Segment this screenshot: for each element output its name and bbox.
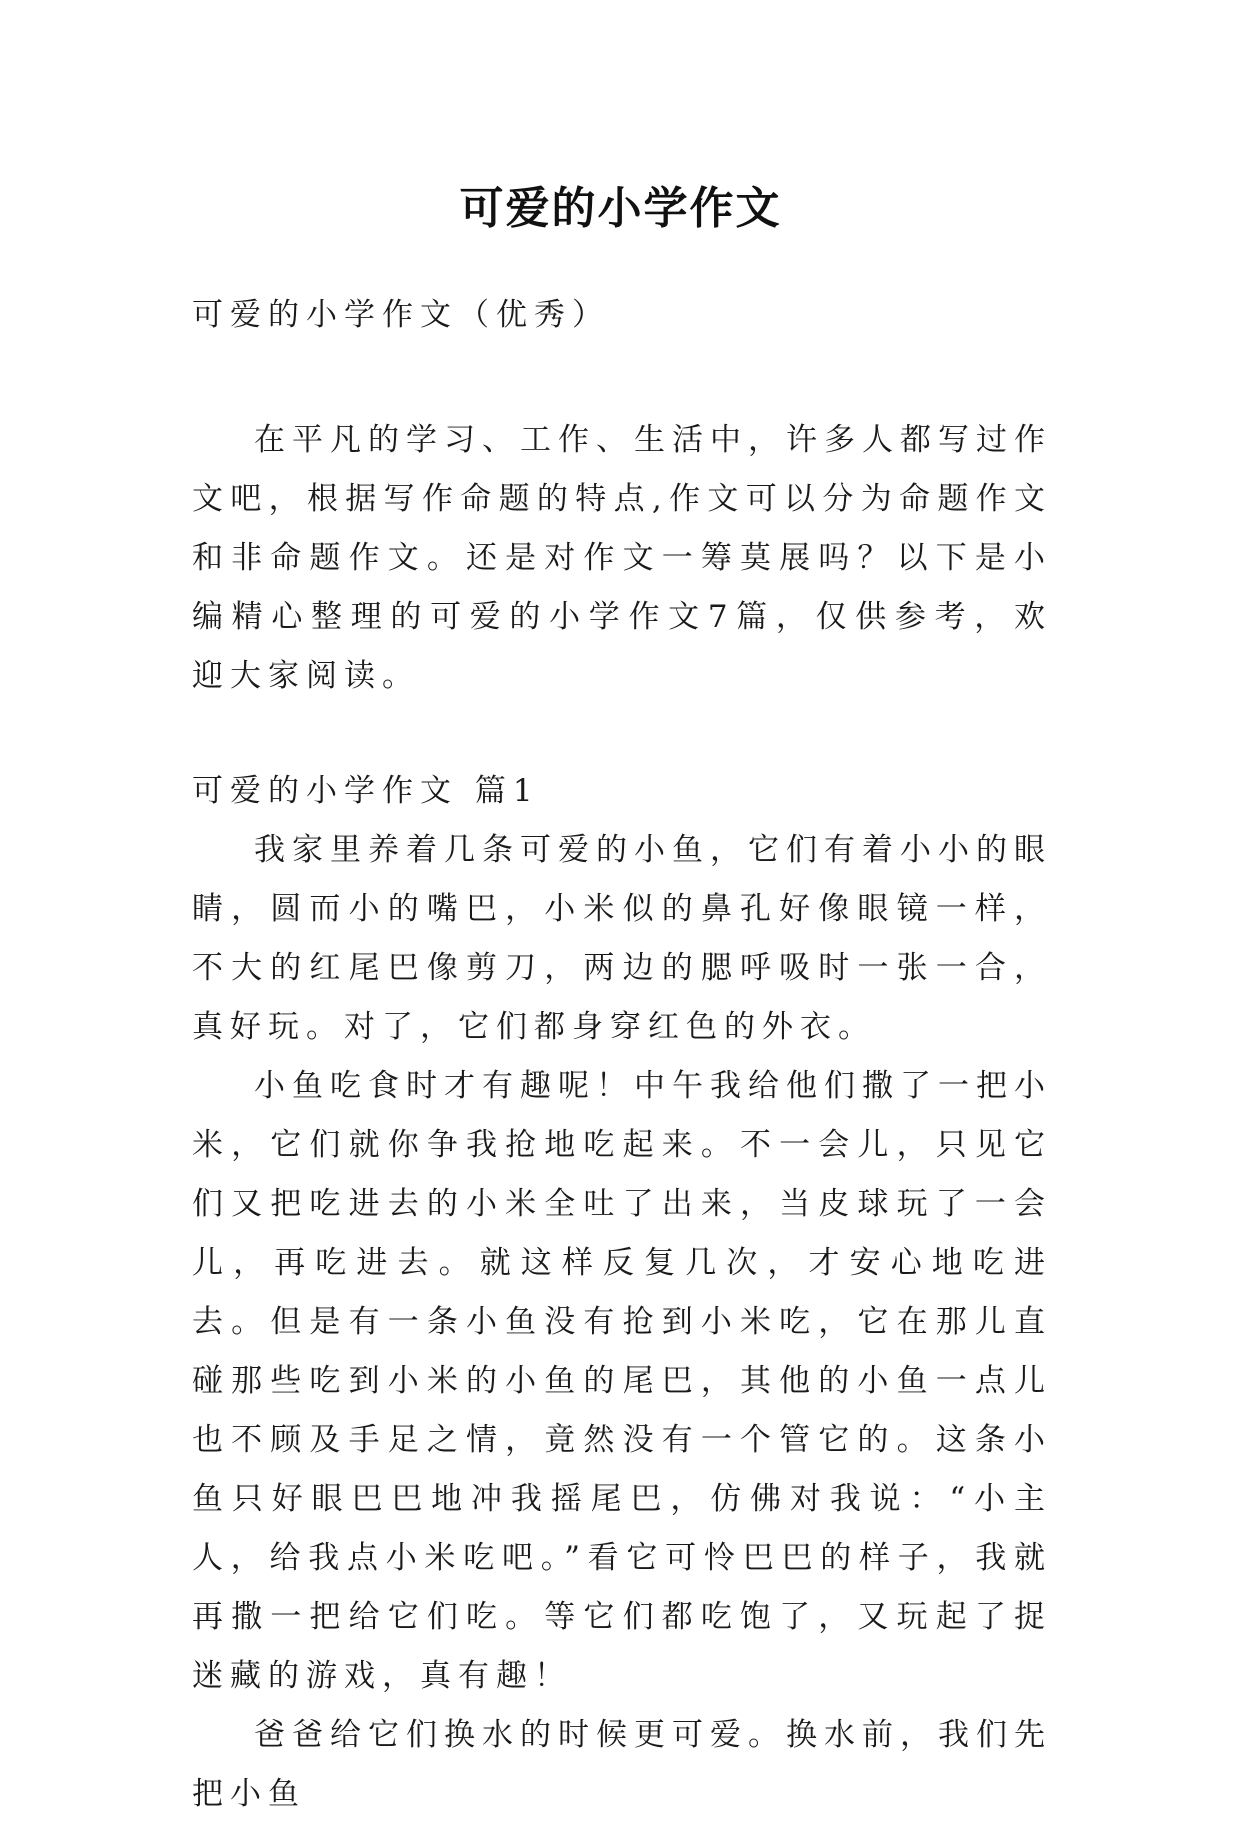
document-body [192, 286, 1052, 1824]
intro-paragraph: 在平凡的学习、工作、生活中，许多人都写过作文吧，根据写作命题的特点,作文可以分为命题作文和非命题作文。还是对作文一筹莫展吗？以下是小编精心整理的可爱的小学作文7篇，仅供参考，欢迎大家阅读。 [192, 422, 1052, 694]
spacer [192, 345, 1052, 411]
body-paragraph-2: 小鱼吃食时才有趣呢！中午我给他们撒了一把小米，它们就你争我抢地吃起来。不一会儿，只见它们又把吃进去的小米全吐了出来，当皮球玩了一会儿，再吃进去。就这样反复几次，才安心地吃进去。但是有一条小鱼没有抢到小米吃，它在那儿直碰那些吃到小米的小鱼的尾巴，其他的小鱼一点儿也不顾及手足之情，竟然没有一个管它的。这条小鱼只好眼巴巴地冲我摇尾巴，仿佛对我说：“小主人，给我点小米吃吧。”看它可怜巴巴的样子，我就再撒一把给它们吃。等它们都吃饱了，又玩起了捉迷藏的游戏，真有趣！ [192, 1068, 1052, 1694]
section-heading: 可爱的小学作文 篇1 [192, 773, 540, 809]
document-title: 可爱的小学作文 [459, 183, 782, 235]
document-subtitle: 可爱的小学作文（优秀） [192, 297, 610, 333]
body-paragraph-3: 爸爸给它们换水的时候更可爱。换水前，我们先把小鱼 [192, 1717, 1052, 1812]
spacer [192, 706, 1052, 762]
body-paragraph-1: 我家里养着几条可爱的小鱼，它们有着小小的眼睛，圆而小的嘴巴，小米似的鼻孔好像眼镜一样，不大的红尾巴像剪刀，两边的腮呼吸时一张一合，真好玩。对了，它们都身穿红色的外衣。 [192, 832, 1052, 1045]
